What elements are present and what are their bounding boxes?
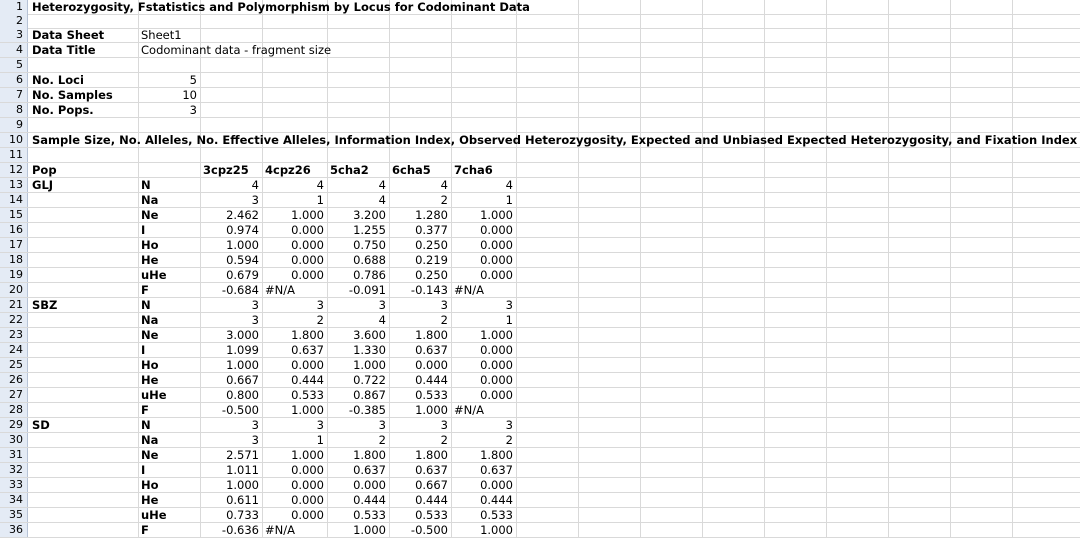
value-cell[interactable]: 1.000 — [291, 208, 324, 222]
stat-label-cell[interactable]: F — [141, 403, 149, 417]
value-cell[interactable]: 2.571 — [226, 448, 259, 462]
value-cell[interactable]: 0.733 — [226, 508, 259, 522]
stat-label-cell[interactable]: Ne — [141, 448, 159, 462]
stat-label-cell[interactable]: Ho — [141, 238, 159, 252]
value-cell[interactable]: 1 — [316, 433, 324, 447]
pop-name-cell[interactable] — [29, 358, 32, 372]
no-pops-label[interactable]: No. Pops. — [32, 103, 94, 117]
table-row[interactable] — [0, 508, 1080, 523]
value-cell[interactable]: 0.594 — [226, 253, 259, 267]
value-cell[interactable]: 0.637 — [480, 463, 513, 477]
no-pops-value[interactable]: 3 — [189, 103, 197, 117]
pop-name-cell[interactable] — [29, 328, 32, 342]
row-header[interactable]: 32 — [0, 463, 28, 477]
value-cell[interactable]: 0.000 — [415, 358, 448, 372]
value-cell[interactable]: 0.000 — [480, 358, 513, 372]
sheet-row[interactable] — [0, 28, 1080, 43]
sheet-row[interactable] — [0, 148, 1080, 163]
table-row[interactable] — [0, 463, 1080, 478]
sheet-row[interactable] — [0, 103, 1080, 118]
value-cell[interactable]: 1.000 — [353, 358, 386, 372]
row-header[interactable]: 16 — [0, 223, 28, 237]
value-cell[interactable]: 4 — [251, 178, 259, 192]
row-header[interactable]: 12 — [0, 163, 28, 177]
stat-label-cell[interactable]: Na — [141, 433, 159, 447]
row-header[interactable]: 23 — [0, 328, 28, 342]
value-cell[interactable]: 4 — [378, 193, 386, 207]
stat-label-cell[interactable]: uHe — [141, 508, 167, 522]
stat-label-cell[interactable]: Ne — [141, 208, 159, 222]
row-header[interactable]: 1 — [0, 0, 28, 14]
value-cell[interactable]: 0.722 — [353, 373, 386, 387]
pop-name-cell[interactable] — [29, 508, 32, 522]
value-cell[interactable]: -0.636 — [221, 523, 259, 537]
value-cell[interactable]: 0.444 — [415, 493, 448, 507]
sheet-row[interactable] — [0, 0, 1080, 15]
value-cell[interactable]: 0.250 — [415, 268, 448, 282]
value-cell[interactable]: 4 — [378, 313, 386, 327]
value-cell[interactable]: 0.377 — [415, 223, 448, 237]
row-header[interactable]: 33 — [0, 478, 28, 492]
row-header[interactable]: 35 — [0, 508, 28, 522]
value-cell[interactable]: 0.444 — [480, 493, 513, 507]
row-header[interactable]: 4 — [0, 43, 28, 57]
row-header[interactable]: 24 — [0, 343, 28, 357]
pop-name-cell[interactable] — [29, 373, 32, 387]
row-header[interactable]: 14 — [0, 193, 28, 207]
pop-name-cell[interactable] — [29, 223, 32, 237]
row-header[interactable]: 27 — [0, 388, 28, 402]
row-header[interactable]: 21 — [0, 298, 28, 312]
pop-name-cell[interactable] — [29, 433, 32, 447]
value-cell[interactable]: 0.219 — [415, 253, 448, 267]
pop-name-cell[interactable]: GLJ — [32, 178, 54, 192]
table-row[interactable] — [0, 478, 1080, 493]
sheet-row[interactable] — [0, 118, 1080, 133]
value-cell[interactable]: 1.000 — [226, 478, 259, 492]
pop-name-cell[interactable] — [29, 253, 32, 267]
value-cell[interactable]: 1 — [316, 193, 324, 207]
stat-label-cell[interactable]: uHe — [141, 268, 167, 282]
stat-label-cell[interactable]: N — [141, 298, 151, 312]
table-row[interactable] — [0, 328, 1080, 343]
row-header[interactable]: 6 — [0, 73, 28, 87]
no-samples-value[interactable]: 10 — [182, 88, 197, 102]
pop-name-cell[interactable] — [29, 448, 32, 462]
value-cell[interactable]: 2 — [440, 193, 448, 207]
table-row[interactable] — [0, 283, 1080, 298]
row-header[interactable]: 29 — [0, 418, 28, 432]
value-cell[interactable]: 3.200 — [353, 208, 386, 222]
value-cell[interactable]: 0.688 — [353, 253, 386, 267]
section-heading[interactable]: Sample Size, No. Alleles, No. Effective Alleles, Information Index, Observed Heterozygosity, Expected and Unbiased Expected Heterozygosity, and Fixation Index — [32, 133, 1078, 147]
value-cell[interactable]: 1.800 — [415, 328, 448, 342]
value-cell[interactable]: 1.000 — [480, 328, 513, 342]
stat-label-cell[interactable]: I — [141, 343, 146, 357]
value-cell[interactable]: 0.000 — [291, 493, 324, 507]
row-header[interactable]: 9 — [0, 118, 28, 132]
value-cell[interactable]: 0.000 — [480, 478, 513, 492]
value-cell[interactable]: 1.255 — [353, 223, 386, 237]
value-cell[interactable]: 0.533 — [415, 508, 448, 522]
table-row[interactable] — [0, 358, 1080, 373]
value-cell[interactable]: -0.091 — [348, 283, 386, 297]
value-cell[interactable]: 0.533 — [353, 508, 386, 522]
pop-name-cell[interactable] — [29, 403, 32, 417]
value-cell[interactable]: 1 — [505, 313, 513, 327]
value-cell[interactable]: 0.000 — [291, 268, 324, 282]
pop-column-header[interactable]: Pop — [32, 163, 57, 177]
value-cell[interactable]: 1.800 — [353, 448, 386, 462]
pop-name-cell[interactable] — [29, 268, 32, 282]
value-cell[interactable]: 1.000 — [415, 403, 448, 417]
stat-label-cell[interactable]: I — [141, 463, 146, 477]
sheet-row[interactable] — [0, 73, 1080, 88]
value-cell[interactable]: 2 — [378, 433, 386, 447]
value-cell[interactable]: 0.000 — [291, 253, 324, 267]
pop-name-cell[interactable] — [29, 313, 32, 327]
row-header[interactable]: 26 — [0, 373, 28, 387]
pop-name-cell[interactable] — [29, 463, 32, 477]
value-cell[interactable]: 3 — [440, 418, 448, 432]
table-row[interactable] — [0, 313, 1080, 328]
pop-name-cell[interactable] — [29, 208, 32, 222]
value-cell[interactable]: 0.750 — [353, 238, 386, 252]
value-cell[interactable]: -0.684 — [221, 283, 259, 297]
value-cell[interactable]: 0.533 — [291, 388, 324, 402]
value-cell[interactable]: -0.500 — [410, 523, 448, 537]
row-header[interactable]: 19 — [0, 268, 28, 282]
pop-name-cell[interactable] — [29, 283, 32, 297]
table-row[interactable] — [0, 418, 1080, 433]
value-cell[interactable]: 3.600 — [353, 328, 386, 342]
value-cell[interactable]: #N/A — [265, 283, 295, 297]
value-cell[interactable]: 0.533 — [480, 508, 513, 522]
sheet-row[interactable] — [0, 43, 1080, 58]
value-cell[interactable]: 0.667 — [226, 373, 259, 387]
value-cell[interactable]: 0.000 — [480, 238, 513, 252]
locus-header[interactable]: 4cpz26 — [265, 163, 311, 177]
stat-label-cell[interactable]: Ho — [141, 358, 159, 372]
value-cell[interactable]: 0.533 — [415, 388, 448, 402]
stat-label-cell[interactable]: Na — [141, 193, 159, 207]
stat-label-cell[interactable]: He — [141, 253, 159, 267]
stat-label-cell[interactable]: F — [141, 283, 149, 297]
value-cell[interactable]: 1.000 — [480, 208, 513, 222]
value-cell[interactable]: 3 — [251, 298, 259, 312]
value-cell[interactable]: 0.444 — [415, 373, 448, 387]
value-cell[interactable]: -0.143 — [410, 283, 448, 297]
value-cell[interactable]: 0.637 — [353, 463, 386, 477]
data-sheet-label[interactable]: Data Sheet — [32, 28, 105, 42]
value-cell[interactable]: 1.800 — [291, 328, 324, 342]
value-cell[interactable]: 4 — [378, 178, 386, 192]
value-cell[interactable]: 3 — [251, 313, 259, 327]
value-cell[interactable]: 1.000 — [291, 403, 324, 417]
value-cell[interactable]: 1.800 — [415, 448, 448, 462]
pop-name-cell[interactable] — [29, 193, 32, 207]
value-cell[interactable]: 3 — [440, 298, 448, 312]
table-row[interactable] — [0, 373, 1080, 388]
value-cell[interactable]: 0.867 — [353, 388, 386, 402]
no-loci-value[interactable]: 5 — [189, 73, 197, 87]
stat-label-cell[interactable]: F — [141, 523, 149, 537]
value-cell[interactable]: 2 — [440, 433, 448, 447]
value-cell[interactable]: 3 — [251, 418, 259, 432]
value-cell[interactable]: 0.000 — [480, 253, 513, 267]
stat-label-cell[interactable]: N — [141, 418, 151, 432]
value-cell[interactable]: #N/A — [454, 283, 484, 297]
row-header[interactable]: 25 — [0, 358, 28, 372]
value-cell[interactable]: 0.000 — [480, 373, 513, 387]
table-row[interactable] — [0, 178, 1080, 193]
value-cell[interactable]: 0.611 — [226, 493, 259, 507]
pop-name-cell[interactable] — [29, 238, 32, 252]
value-cell[interactable]: 0.444 — [353, 493, 386, 507]
table-row[interactable] — [0, 253, 1080, 268]
value-cell[interactable]: 0.000 — [480, 223, 513, 237]
row-header[interactable]: 7 — [0, 88, 28, 102]
row-header[interactable]: 5 — [0, 58, 28, 72]
value-cell[interactable]: 0.637 — [415, 463, 448, 477]
table-row[interactable] — [0, 343, 1080, 358]
value-cell[interactable]: 0.786 — [353, 268, 386, 282]
value-cell[interactable]: 0.000 — [291, 358, 324, 372]
value-cell[interactable]: 0.000 — [291, 478, 324, 492]
stat-label-cell[interactable]: N — [141, 178, 151, 192]
value-cell[interactable]: #N/A — [454, 403, 484, 417]
table-row[interactable] — [0, 298, 1080, 313]
locus-header[interactable]: 3cpz25 — [203, 163, 249, 177]
value-cell[interactable]: 1.330 — [353, 343, 386, 357]
row-header[interactable]: 17 — [0, 238, 28, 252]
value-cell[interactable]: 1.000 — [226, 358, 259, 372]
stat-label-cell[interactable]: uHe — [141, 388, 167, 402]
row-header[interactable]: 34 — [0, 493, 28, 507]
value-cell[interactable]: 0.000 — [480, 343, 513, 357]
row-header[interactable]: 28 — [0, 403, 28, 417]
row-header[interactable]: 2 — [0, 14, 28, 28]
row-header[interactable]: 36 — [0, 523, 28, 537]
table-row[interactable] — [0, 208, 1080, 223]
value-cell[interactable]: 3 — [505, 418, 513, 432]
row-header[interactable]: 10 — [0, 133, 28, 147]
value-cell[interactable]: 1.000 — [480, 523, 513, 537]
table-row[interactable] — [0, 388, 1080, 403]
value-cell[interactable]: 1.000 — [291, 448, 324, 462]
row-header[interactable]: 13 — [0, 178, 28, 192]
value-cell[interactable]: 0.000 — [291, 463, 324, 477]
value-cell[interactable]: 3 — [378, 418, 386, 432]
pop-name-cell[interactable] — [29, 523, 32, 537]
value-cell[interactable]: 0.679 — [226, 268, 259, 282]
table-row[interactable] — [0, 223, 1080, 238]
value-cell[interactable]: 1 — [505, 193, 513, 207]
stat-label-cell[interactable]: Ho — [141, 478, 159, 492]
pop-name-cell[interactable]: SD — [32, 418, 50, 432]
value-cell[interactable]: 3 — [505, 298, 513, 312]
value-cell[interactable]: 1.800 — [480, 448, 513, 462]
value-cell[interactable]: 0.250 — [415, 238, 448, 252]
value-cell[interactable]: 3 — [251, 433, 259, 447]
no-samples-label[interactable]: No. Samples — [32, 88, 113, 102]
sheet-row[interactable] — [0, 163, 1080, 178]
row-header[interactable]: 3 — [0, 28, 28, 42]
stat-label-cell[interactable]: Na — [141, 313, 159, 327]
value-cell[interactable]: 0.000 — [353, 478, 386, 492]
value-cell[interactable]: 0.444 — [291, 373, 324, 387]
table-row[interactable] — [0, 268, 1080, 283]
data-sheet-value[interactable]: Sheet1 — [141, 28, 182, 42]
value-cell[interactable]: 0.667 — [415, 478, 448, 492]
value-cell[interactable]: 2 — [440, 313, 448, 327]
table-row[interactable] — [0, 403, 1080, 418]
value-cell[interactable]: 3.000 — [226, 328, 259, 342]
locus-header[interactable]: 6cha5 — [392, 163, 431, 177]
value-cell[interactable]: 0.637 — [415, 343, 448, 357]
table-row[interactable] — [0, 193, 1080, 208]
pop-name-cell[interactable] — [29, 478, 32, 492]
value-cell[interactable]: 0.000 — [291, 508, 324, 522]
value-cell[interactable]: 0.000 — [291, 238, 324, 252]
sheet-row[interactable] — [0, 133, 1080, 148]
locus-header[interactable]: 7cha6 — [454, 163, 493, 177]
stat-label-cell[interactable]: Ne — [141, 328, 159, 342]
value-cell[interactable]: 4 — [440, 178, 448, 192]
pop-name-cell[interactable]: SBZ — [32, 298, 58, 312]
value-cell[interactable]: 3 — [251, 193, 259, 207]
value-cell[interactable]: 1.000 — [353, 523, 386, 537]
stat-label-cell[interactable]: He — [141, 493, 159, 507]
value-cell[interactable]: -0.385 — [348, 403, 386, 417]
value-cell[interactable]: #N/A — [265, 523, 295, 537]
value-cell[interactable]: 4 — [316, 178, 324, 192]
locus-header[interactable]: 5cha2 — [330, 163, 369, 177]
data-title-value[interactable]: Codominant data - fragment size — [141, 43, 332, 57]
value-cell[interactable]: 2.462 — [226, 208, 259, 222]
row-header[interactable]: 15 — [0, 208, 28, 222]
value-cell[interactable]: 0.000 — [480, 388, 513, 402]
value-cell[interactable]: -0.500 — [221, 403, 259, 417]
row-header[interactable]: 20 — [0, 283, 28, 297]
report-title[interactable]: Heterozygosity, Fstatistics and Polymorphism by Locus for Codominant Data — [32, 0, 530, 14]
value-cell[interactable]: 0.000 — [291, 223, 324, 237]
value-cell[interactable]: 0.800 — [226, 388, 259, 402]
value-cell[interactable]: 0.637 — [291, 343, 324, 357]
value-cell[interactable]: 0.974 — [226, 223, 259, 237]
table-row[interactable] — [0, 448, 1080, 463]
no-loci-label[interactable]: No. Loci — [32, 73, 84, 87]
pop-name-cell[interactable] — [29, 388, 32, 402]
value-cell[interactable]: 0.000 — [480, 268, 513, 282]
row-header[interactable]: 30 — [0, 433, 28, 447]
value-cell[interactable]: 3 — [316, 298, 324, 312]
value-cell[interactable]: 3 — [316, 418, 324, 432]
row-header[interactable]: 18 — [0, 253, 28, 267]
value-cell[interactable]: 1.099 — [226, 343, 259, 357]
value-cell[interactable]: 1.011 — [226, 463, 259, 477]
pop-name-cell[interactable] — [29, 343, 32, 357]
stat-label-cell[interactable]: He — [141, 373, 159, 387]
table-row[interactable] — [0, 493, 1080, 508]
value-cell[interactable]: 2 — [505, 433, 513, 447]
row-header[interactable]: 22 — [0, 313, 28, 327]
pop-name-cell[interactable] — [29, 493, 32, 507]
sheet-row[interactable] — [0, 14, 1080, 29]
row-header[interactable]: 31 — [0, 448, 28, 462]
value-cell[interactable]: 1.280 — [415, 208, 448, 222]
row-header[interactable]: 11 — [0, 148, 28, 162]
table-row[interactable] — [0, 433, 1080, 448]
sheet-row[interactable] — [0, 88, 1080, 103]
table-row[interactable] — [0, 523, 1080, 538]
value-cell[interactable]: 2 — [316, 313, 324, 327]
table-row[interactable] — [0, 238, 1080, 253]
sheet-row[interactable] — [0, 58, 1080, 73]
stat-label-cell[interactable]: I — [141, 223, 146, 237]
value-cell[interactable]: 4 — [505, 178, 513, 192]
value-cell[interactable]: 3 — [378, 298, 386, 312]
data-title-label[interactable]: Data Title — [32, 43, 96, 57]
value-cell[interactable]: 1.000 — [226, 238, 259, 252]
row-header[interactable]: 8 — [0, 103, 28, 117]
